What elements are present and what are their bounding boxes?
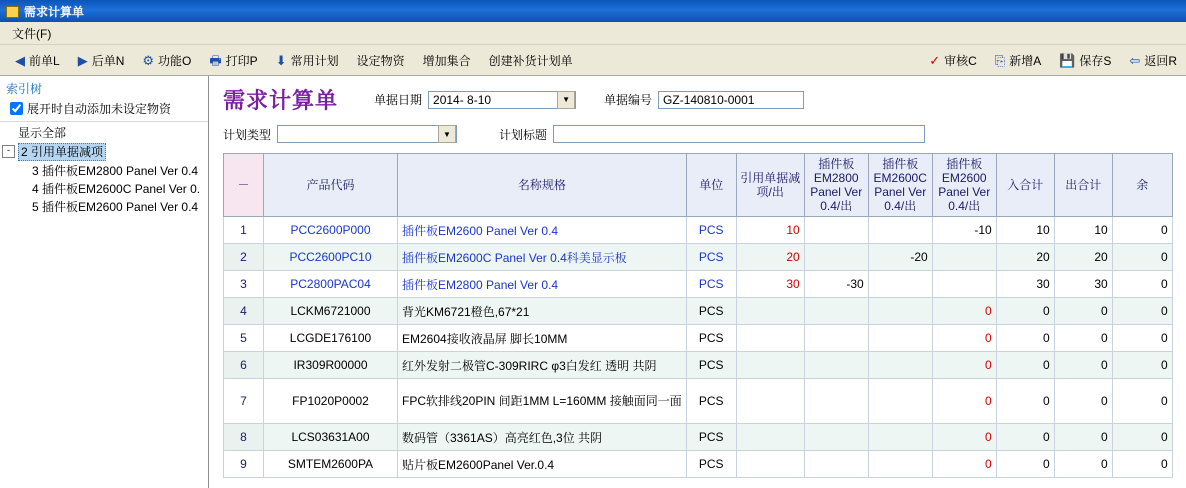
toolbar-next-doc-label: 后单N xyxy=(91,53,125,68)
toolbar-add-new[interactable] xyxy=(986,52,1050,69)
title-bar xyxy=(0,0,1186,22)
cell-em2600c xyxy=(868,217,932,244)
cell-rownum: 6 xyxy=(224,352,264,379)
cell-em2600: 0 xyxy=(932,298,996,325)
cell-out-total: 10 xyxy=(1054,217,1112,244)
tree-node-em2800[interactable] xyxy=(0,162,208,180)
menu-bar xyxy=(0,22,1186,45)
plan-title-input[interactable] xyxy=(553,125,925,143)
cell-em2600c xyxy=(868,451,932,478)
header-ref-doc-minus[interactable]: 引用单据减项/出 xyxy=(736,154,804,217)
header-name-spec[interactable]: 名称规格 xyxy=(398,154,687,217)
header-product-code[interactable]: 产品代码 xyxy=(264,154,398,217)
header-em2800[interactable]: 插件板EM2800 Panel Ver 0.4/出 xyxy=(804,154,868,217)
table-row[interactable] xyxy=(224,325,1173,352)
cell-in-total: 0 xyxy=(996,298,1054,325)
cell-in-total: 30 xyxy=(996,271,1054,298)
cell-product-code[interactable]: LCKM6721000 xyxy=(264,298,398,325)
new-doc-icon: ⎘ xyxy=(994,52,1006,68)
table-row[interactable] xyxy=(224,424,1173,451)
table-row[interactable] xyxy=(224,451,1173,478)
cell-em2600: 0 xyxy=(932,451,996,478)
toolbar-add-collection[interactable] xyxy=(414,52,480,69)
cell-ref-minus xyxy=(736,379,804,424)
cell-em2600: 0 xyxy=(932,325,996,352)
cell-in-total: 0 xyxy=(996,451,1054,478)
cell-name-spec[interactable]: 红外发射二极管C-309RIRC φ3白发红 透明 共阴 xyxy=(398,352,687,379)
cell-unit: PCS xyxy=(686,217,736,244)
save-icon: 💾 xyxy=(1059,52,1076,68)
header-in-total[interactable]: 入合计 xyxy=(996,154,1054,217)
toolbar-create-replenish-plan-label: 创建补货计划单 xyxy=(488,53,573,68)
tree-node-em2600c[interactable] xyxy=(0,180,208,198)
cell-rest: 0 xyxy=(1112,352,1172,379)
chevron-down-icon[interactable]: ▼ xyxy=(557,91,575,109)
header-unit[interactable]: 单位 xyxy=(686,154,736,217)
cell-ref-minus: 20 xyxy=(736,244,804,271)
header-em2600[interactable]: 插件板EM2600 Panel Ver 0.4/出 xyxy=(932,154,996,217)
cell-in-total: 0 xyxy=(996,379,1054,424)
cell-rest: 0 xyxy=(1112,298,1172,325)
cell-rownum: 2 xyxy=(224,244,264,271)
tree-node-ref-doc-minus[interactable] xyxy=(0,142,208,162)
auto-add-checkbox[interactable] xyxy=(10,102,23,115)
cell-rest: 0 xyxy=(1112,271,1172,298)
cell-out-total: 20 xyxy=(1054,244,1112,271)
cell-em2800 xyxy=(804,424,868,451)
index-tree-pane xyxy=(0,76,209,488)
cell-in-total: 0 xyxy=(996,352,1054,379)
printer-icon: 🖶 xyxy=(209,52,222,68)
cell-rownum: 3 xyxy=(224,271,264,298)
tree-node-em2600c-label: 4 插件板EM2600C Panel Ver 0. xyxy=(32,182,201,196)
table-row[interactable] xyxy=(224,298,1173,325)
cell-rownum: 9 xyxy=(224,451,264,478)
menu-item-file[interactable]: 文件(F) xyxy=(12,26,52,41)
toolbar-add-collection-label: 增加集合 xyxy=(422,53,471,68)
cell-em2600c xyxy=(868,298,932,325)
cell-in-total: 10 xyxy=(996,217,1054,244)
cell-in-total: 0 xyxy=(996,424,1054,451)
cell-out-total: 0 xyxy=(1054,352,1112,379)
toolbar-create-replenish-plan[interactable] xyxy=(480,52,582,69)
cell-ref-minus: 30 xyxy=(736,271,804,298)
cell-product-code[interactable]: LCS03631A00 xyxy=(264,424,398,451)
cell-rest: 0 xyxy=(1112,451,1172,478)
cell-em2800 xyxy=(804,451,868,478)
cell-unit: PCS xyxy=(686,325,736,352)
cell-em2600: 0 xyxy=(932,379,996,424)
chevron-down-icon[interactable]: ▼ xyxy=(438,125,456,143)
cell-unit: PCS xyxy=(686,424,736,451)
plan-type-label: 计划类型 xyxy=(223,127,272,142)
cell-unit: PCS xyxy=(686,451,736,478)
toolbar-audit-label: 审核C xyxy=(944,53,977,68)
header-rest[interactable]: 余 xyxy=(1112,154,1172,217)
cell-product-code[interactable]: SMTEM2600PA xyxy=(264,451,398,478)
cell-rownum: 8 xyxy=(224,424,264,451)
toolbar-save-label: 保存S xyxy=(1079,53,1112,68)
header-rownum[interactable]: － xyxy=(224,154,264,217)
cell-em2600c: -20 xyxy=(868,244,932,271)
toolbar-common-plan-label: 常用计划 xyxy=(290,53,339,68)
window-title: 需求计算单 xyxy=(24,4,85,19)
cell-em2600c xyxy=(868,271,932,298)
toolbar-function[interactable] xyxy=(133,52,200,69)
cell-product-code[interactable]: PC2800PAC04 xyxy=(264,271,398,298)
cell-ref-minus xyxy=(736,451,804,478)
table-row[interactable] xyxy=(224,271,1173,298)
auto-add-checkbox-row[interactable] xyxy=(0,99,208,120)
toolbar-print[interactable] xyxy=(200,52,266,69)
doc-date-input[interactable] xyxy=(428,91,576,109)
check-icon: ✓ xyxy=(929,52,941,68)
toolbar-audit[interactable] xyxy=(920,52,986,69)
toolbar-print-label: 打印P xyxy=(225,53,258,68)
cell-em2600 xyxy=(932,244,996,271)
cell-in-total: 20 xyxy=(996,244,1054,271)
doc-no-value: GZ-140810-0001 xyxy=(663,92,755,107)
cell-em2600c xyxy=(868,352,932,379)
cell-name-spec[interactable]: 插件板EM2800 Panel Ver 0.4 xyxy=(398,271,687,298)
header-out-total[interactable]: 出合计 xyxy=(1054,154,1112,217)
table-row[interactable] xyxy=(224,217,1173,244)
tree-node-show-all[interactable] xyxy=(0,124,208,142)
cell-product-code[interactable]: PCC2600P000 xyxy=(264,217,398,244)
toolbar-common-plan[interactable] xyxy=(267,52,348,69)
cell-rownum: 1 xyxy=(224,217,264,244)
cell-out-total: 0 xyxy=(1054,325,1112,352)
cell-rownum: 4 xyxy=(224,298,264,325)
cell-out-total: 30 xyxy=(1054,271,1112,298)
cell-out-total: 0 xyxy=(1054,424,1112,451)
toolbar-add-new-label: 新增A xyxy=(1009,53,1042,68)
cell-em2600: -10 xyxy=(932,217,996,244)
download-arrow-icon: ⬇ xyxy=(275,52,287,68)
collapse-icon[interactable]: - xyxy=(2,145,15,158)
cell-em2800 xyxy=(804,244,868,271)
cell-unit: PCS xyxy=(686,379,736,424)
cell-unit: PCS xyxy=(686,352,736,379)
doc-date-value: 2014- 8-10 xyxy=(433,92,492,107)
cell-product-code[interactable]: PCC2600PC10 xyxy=(264,244,398,271)
tree-node-ref-doc-minus-label: 2 引用单据减项 xyxy=(18,143,106,161)
cell-rownum: 5 xyxy=(224,325,264,352)
plan-type-select[interactable] xyxy=(277,125,457,143)
cell-unit: PCS xyxy=(686,244,736,271)
cell-name-spec[interactable]: EM2604接收液晶屏 脚长10MM xyxy=(398,325,687,352)
cell-name-spec[interactable]: FPC软排线20PIN 间距1MM L=160MM 接触面同一面 xyxy=(398,379,687,424)
tree-divider xyxy=(0,121,208,122)
cell-unit: PCS xyxy=(686,271,736,298)
doc-no-label: 单据编号 xyxy=(604,93,653,107)
form-row-second xyxy=(209,115,1186,153)
cell-em2600c xyxy=(868,424,932,451)
doc-date-label: 单据日期 xyxy=(374,93,423,107)
toolbar-return[interactable] xyxy=(1120,52,1186,69)
cell-ref-minus: 10 xyxy=(736,217,804,244)
cell-em2600: 0 xyxy=(932,424,996,451)
cell-em2600 xyxy=(932,271,996,298)
cell-em2800 xyxy=(804,379,868,424)
cell-em2800: -30 xyxy=(804,271,868,298)
next-arrow-icon: ▶ xyxy=(77,52,88,68)
cell-in-total: 0 xyxy=(996,325,1054,352)
cell-unit: PCS xyxy=(686,298,736,325)
cell-rownum: 7 xyxy=(224,379,264,424)
toolbar-prev-doc[interactable] xyxy=(6,52,69,69)
cell-name-spec[interactable]: 数码管（3361AS）高亮红色,3位 共阴 xyxy=(398,424,687,451)
gear-icon: ⚙ xyxy=(142,52,155,68)
cell-ref-minus xyxy=(736,424,804,451)
prev-arrow-icon: ◀ xyxy=(15,52,25,68)
tree-node-show-all-label: 显示全部 xyxy=(18,126,67,140)
cell-em2600c xyxy=(868,379,932,424)
cell-out-total: 0 xyxy=(1054,379,1112,424)
table-row[interactable] xyxy=(224,379,1173,424)
cell-em2800 xyxy=(804,217,868,244)
cell-rest: 0 xyxy=(1112,424,1172,451)
cell-rest: 0 xyxy=(1112,379,1172,424)
toolbar-next-doc[interactable] xyxy=(69,52,134,69)
cell-product-code[interactable]: LCGDE176100 xyxy=(264,325,398,352)
cell-name-spec[interactable]: 背光KM6721橙色,67*21 xyxy=(398,298,687,325)
cell-ref-minus xyxy=(736,352,804,379)
form-row-top xyxy=(209,84,1186,115)
requirement-table xyxy=(223,153,1173,478)
cell-name-spec[interactable]: 贴片板EM2600Panel Ver.0.4 xyxy=(398,451,687,478)
doc-no-input[interactable] xyxy=(658,91,804,109)
cell-em2800 xyxy=(804,298,868,325)
cell-name-spec[interactable]: 插件板EM2600 Panel Ver 0.4 xyxy=(398,217,687,244)
cell-rest: 0 xyxy=(1112,325,1172,352)
cell-em2600c xyxy=(868,325,932,352)
form-area xyxy=(209,76,1186,153)
cell-out-total: 0 xyxy=(1054,451,1112,478)
index-tree-title: 索引树 xyxy=(6,82,43,96)
cell-em2600: 0 xyxy=(932,352,996,379)
tree-node-em2800-label: 3 插件板EM2800 Panel Ver 0.4 xyxy=(32,164,199,178)
tree-node-em2600-label: 5 插件板EM2600 Panel Ver 0.4 xyxy=(32,200,199,214)
toolbar-set-material[interactable] xyxy=(348,52,414,69)
auto-add-checkbox-label: 展开时自动添加未设定物资 xyxy=(27,102,172,116)
cell-rest: 0 xyxy=(1112,244,1172,271)
toolbar-function-label: 功能O xyxy=(158,53,192,68)
cell-em2800 xyxy=(804,325,868,352)
toolbar-set-material-label: 设定物资 xyxy=(356,53,405,68)
header-em2600c[interactable]: 插件板EM2600C Panel Ver 0.4/出 xyxy=(868,154,932,217)
page-title: 需求计算单 xyxy=(223,88,339,113)
back-arrow-icon: ⇦ xyxy=(1129,52,1141,68)
content-bottom-filler xyxy=(209,478,1186,488)
main-area xyxy=(0,76,1186,488)
cell-rest: 0 xyxy=(1112,217,1172,244)
tree-node-em2600[interactable] xyxy=(0,198,208,216)
cell-ref-minus xyxy=(736,325,804,352)
table-row[interactable] xyxy=(224,244,1173,271)
grid-wrapper xyxy=(209,153,1186,478)
cell-name-spec[interactable]: 插件板EM2600C Panel Ver 0.4科美显示板 xyxy=(398,244,687,271)
content-pane xyxy=(209,76,1186,488)
cell-out-total: 0 xyxy=(1054,298,1112,325)
toolbar-save[interactable] xyxy=(1050,52,1120,69)
table-header-row xyxy=(224,154,1173,217)
document-icon xyxy=(4,3,20,19)
toolbar-prev-doc-label: 前单L xyxy=(29,53,60,68)
toolbar xyxy=(0,45,1186,76)
cell-ref-minus xyxy=(736,298,804,325)
cell-em2800 xyxy=(804,352,868,379)
cell-product-code[interactable]: FP1020P0002 xyxy=(264,379,398,424)
table-row[interactable] xyxy=(224,352,1173,379)
cell-product-code[interactable]: IR309R00000 xyxy=(264,352,398,379)
plan-title-label: 计划标题 xyxy=(499,127,548,142)
toolbar-return-label: 返回R xyxy=(1144,53,1177,68)
